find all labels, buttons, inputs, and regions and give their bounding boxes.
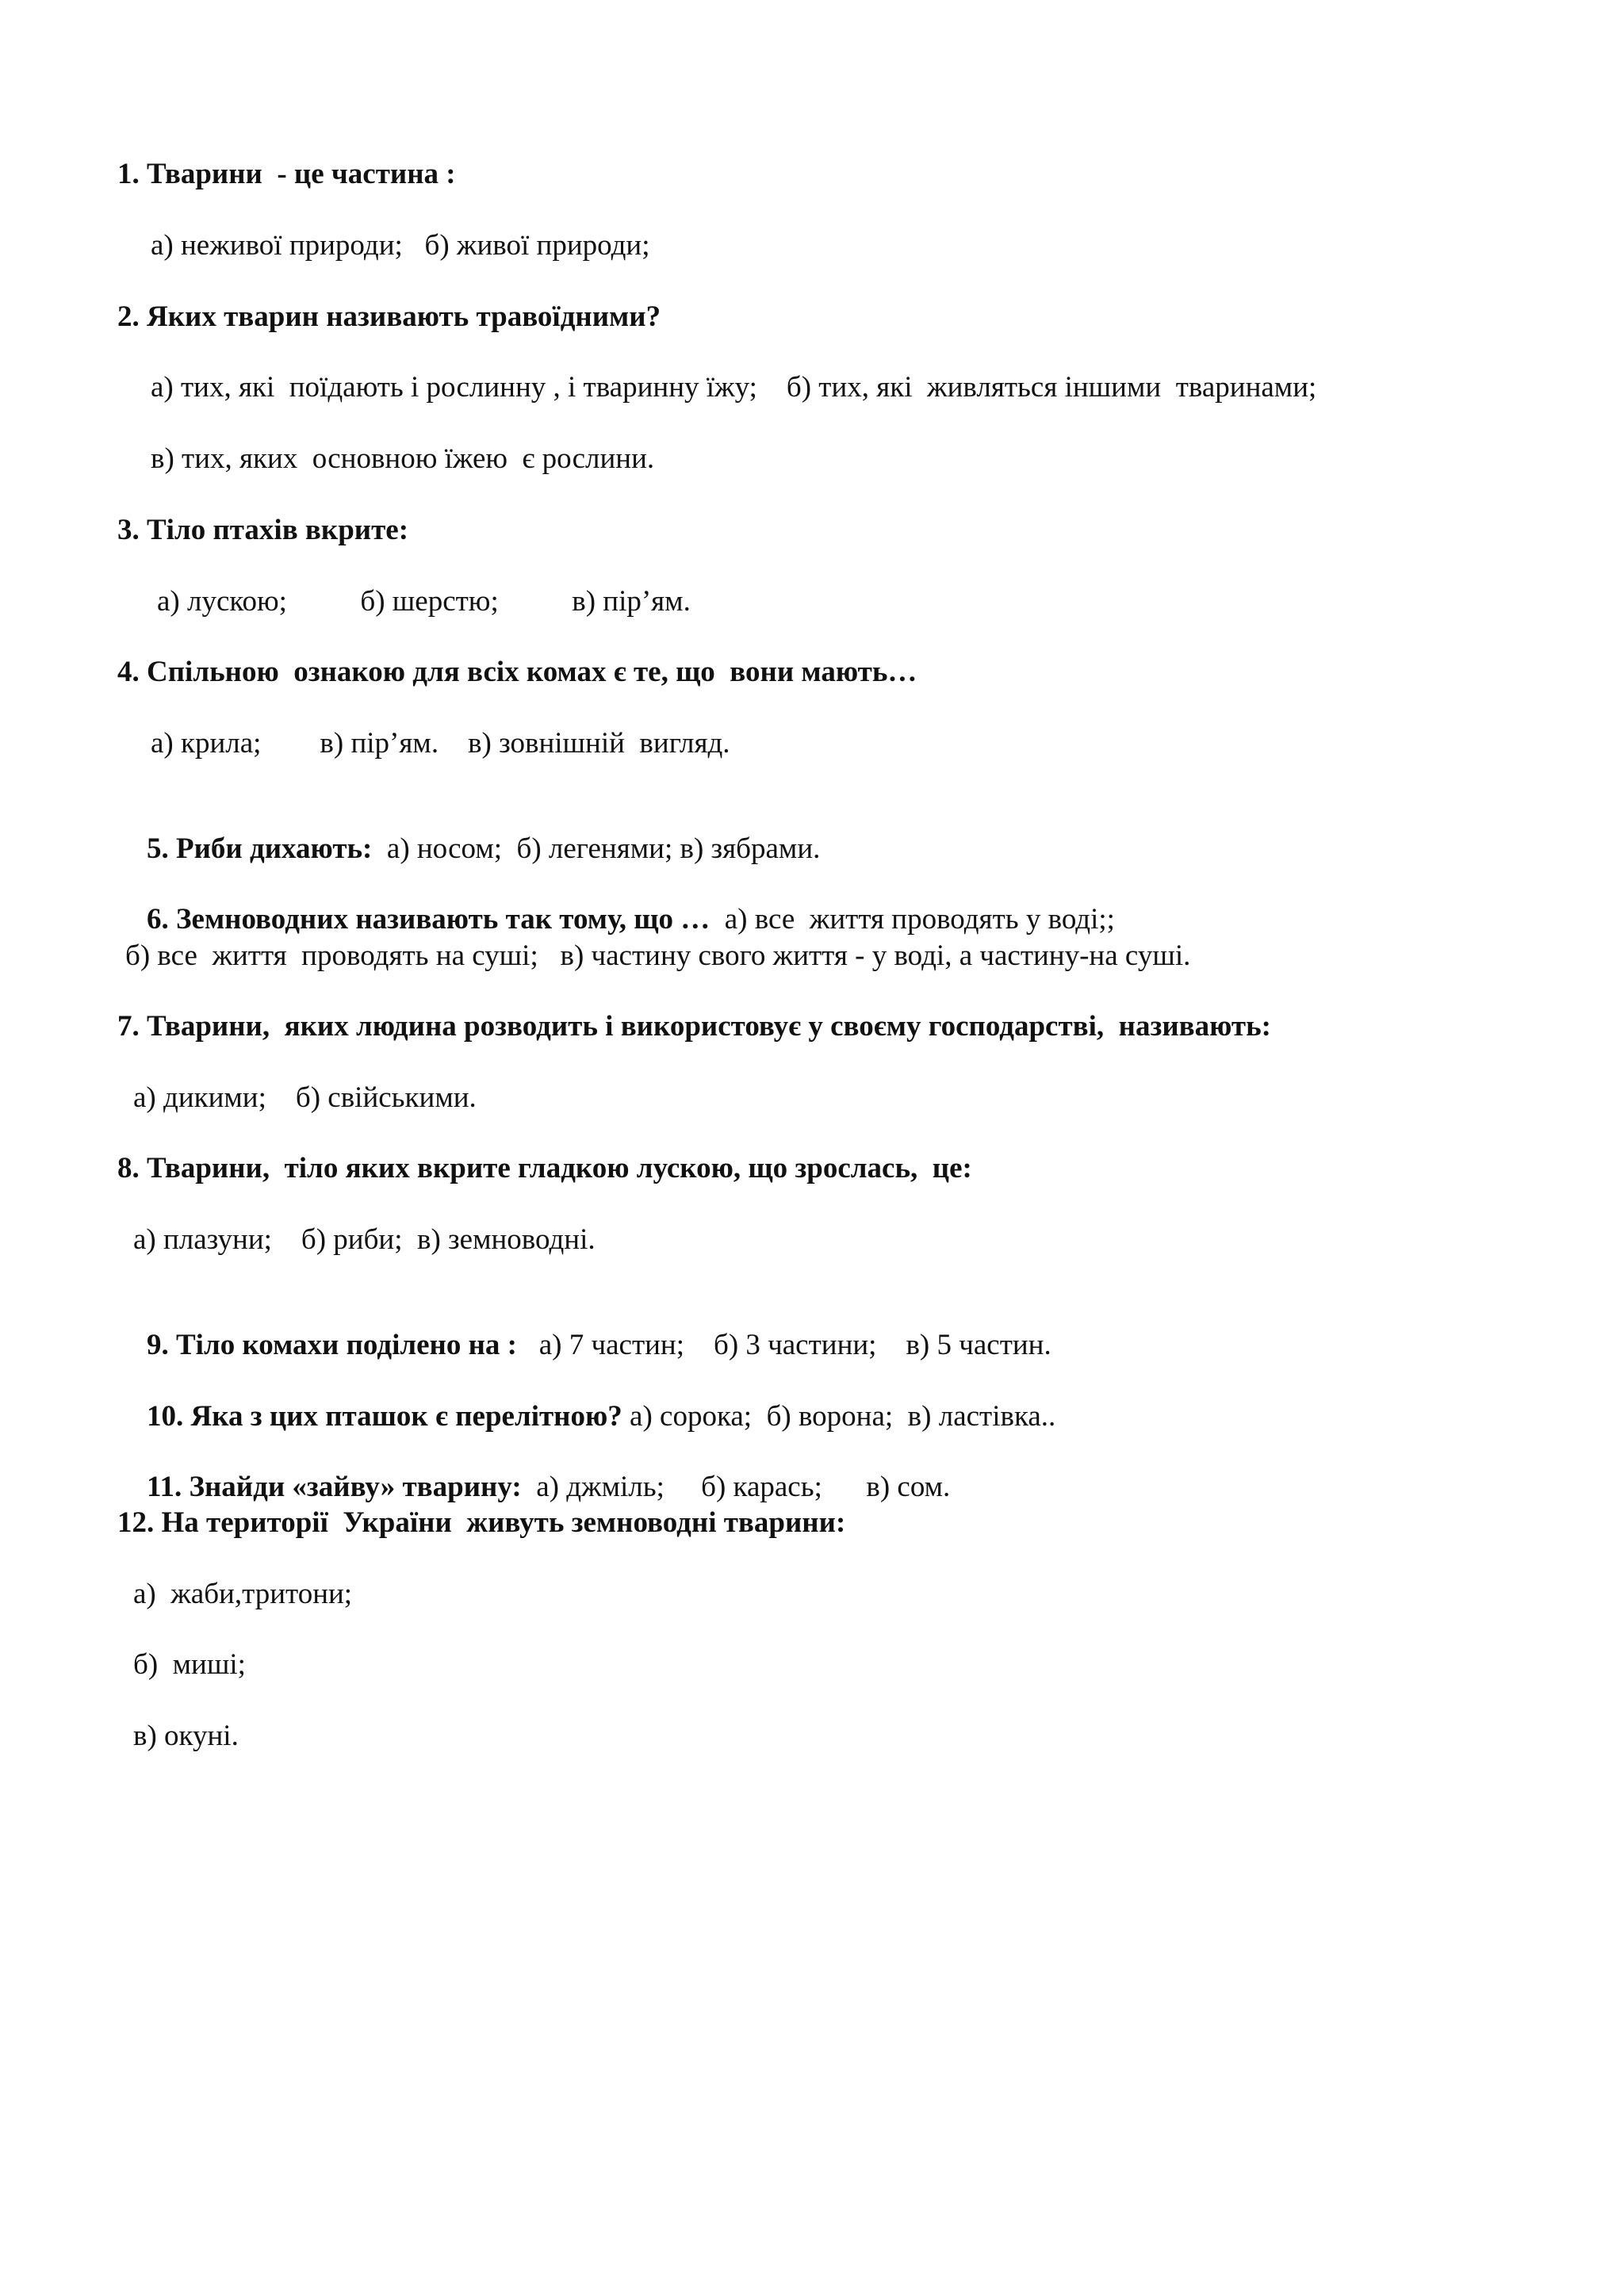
question-2: 2. Яких тварин називають травоїдними?: [117, 300, 661, 333]
answer-8-line-1: а) плазуни; б) риби; в) земноводні.: [133, 1223, 596, 1256]
answer-5-inline: а) носом; б) легенями; в) зябрами.: [372, 832, 821, 865]
answer-3-line-1: а) лускою; б) шерстю; в) пір’ям.: [157, 585, 691, 618]
question-4: 4. Спільною ознакою для всіх комах є те, що вони мають…: [117, 656, 917, 688]
answer-2-line-2: в) тих, яких основною їжею є рослини.: [151, 442, 655, 475]
answer-12-line-2: б) миші;: [133, 1648, 246, 1681]
question-3: 3. Тіло птахів вкрите:: [117, 514, 409, 546]
question-5: 5. Риби дихають:: [147, 832, 373, 865]
question-6: 6. Земноводних називають так тому, що …: [147, 903, 710, 936]
answer-11-inline: а) джміль; б) карась; в) сом.: [521, 1471, 951, 1503]
answer-10-inline: а) сорока; б) ворона; в) ластівка..: [622, 1400, 1056, 1433]
answer-6-line-1: б) все життя проводять на суші; в) частину свого життя - у воді, а частину-на суші.: [125, 939, 1191, 972]
answer-2-line-1: а) тих, які поїдають і рослинну , і тваринну їжу; б) тих, які живляться іншими тваринами;: [151, 371, 1317, 404]
question-8: 8. Тварини, тіло яких вкрите гладкою лускою, що зрослась, це:: [117, 1152, 972, 1184]
answer-7-line-1: а) дикими; б) свійськими.: [133, 1081, 477, 1114]
question-11: 11. Знайди «зайву» тварину:: [147, 1471, 522, 1503]
answer-12-line-3: в) окуні.: [133, 1720, 239, 1752]
answer-1-line-1: а) неживої природи; б) живої природи;: [151, 229, 650, 262]
question-7: 7. Тварини, яких людина розводить і використовує у своєму господарстві, називають:: [117, 1010, 1271, 1043]
question-9: 9. Тіло комахи поділено на :: [147, 1329, 517, 1361]
question-10: 10. Яка з цих пташок є перелітною?: [147, 1400, 622, 1433]
answer-12-line-1: а) жаби,тритони;: [133, 1578, 353, 1610]
answer-9-inline: а) 7 частин; б) 3 частини; в) 5 частин.: [517, 1329, 1051, 1361]
question-12: 12. На території України живуть земноводні тварини:: [117, 1506, 846, 1539]
answer-4-line-1: а) крила; в) пір’ям. в) зовнішній вигляд.: [151, 727, 730, 760]
question-1: 1. Тварини - це частина :: [117, 158, 456, 190]
answer-6-inline: а) все життя проводять у воді;;: [710, 903, 1115, 936]
